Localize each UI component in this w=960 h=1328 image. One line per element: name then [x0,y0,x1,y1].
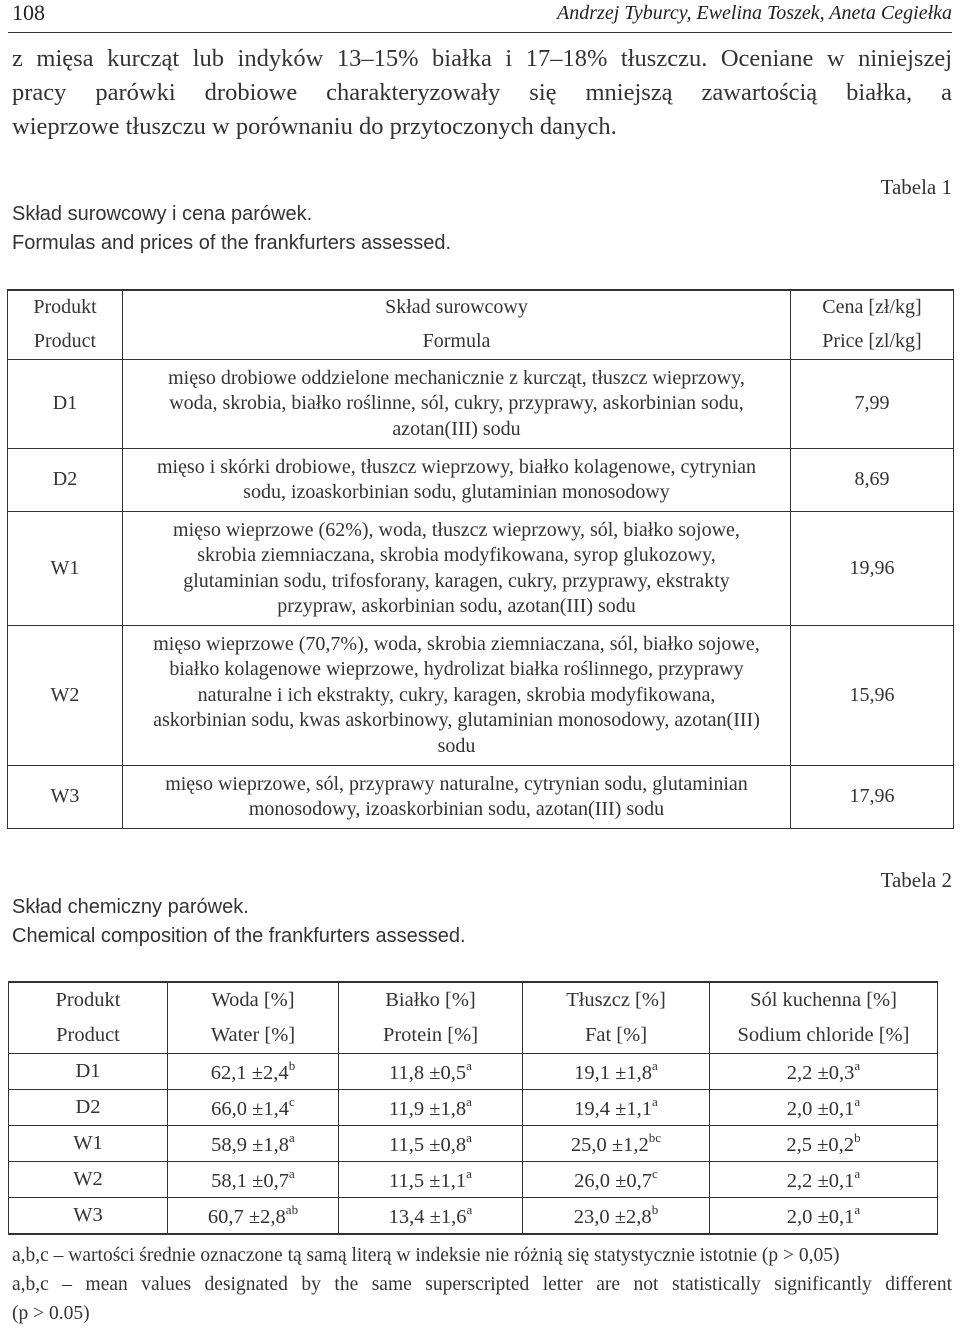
table2-header-cell: Białko [%] [339,982,523,1018]
formula-line: sodu [437,734,476,757]
product-cell: W1 [9,1126,168,1162]
value: 62,1 ±2,4 [210,1061,289,1084]
footnote [12,1241,952,1328]
table1-header-cell: Formula [123,325,791,360]
table-row [8,766,954,829]
table1-caption [12,200,451,258]
table-row [8,449,954,512]
formula-line: glutaminian sodu, trifosforany, karagen, cukry, przyprawy, ekstrakty [183,569,730,592]
table1-header-cell: Product [8,325,123,360]
formula-cell [123,626,791,766]
table1-header-cell: Price [zl/kg] [791,325,954,360]
significance-superscript: a [854,1165,861,1181]
table-row [9,1126,938,1162]
value-cell [168,1126,339,1162]
price-cell: 8,69 [791,449,954,512]
table1-label: Tabela 1 [880,175,952,199]
value: 11,9 ±1,8 [389,1097,467,1120]
product-cell: D1 [8,360,123,449]
table-row [9,1054,938,1090]
significance-superscript: a [652,1057,658,1073]
significance-superscript: a [854,1093,861,1109]
table1-header-cell: Skład surowcowy [123,290,791,325]
table2-header-cell: Sodium chloride [%] [710,1018,938,1054]
table1-header-cell: Produkt [8,290,123,325]
value: 11,5 ±0,8 [389,1133,467,1156]
table1-header-row-en [8,325,954,360]
table2-header-cell: Woda [%] [168,982,339,1018]
formula-cell [123,766,791,829]
value-cell [339,1090,523,1126]
formula-line: białko kolagenowe wieprzowe, hydrolizat białka roślinnego, przyprawy [169,658,744,681]
table2-header-cell: Water [%] [168,1018,339,1054]
table2-header-row-pl [9,982,938,1018]
value: 58,9 ±1,8 [211,1133,290,1156]
footnote-en-line2: (p > 0.05) [12,1303,90,1324]
value-cell [523,1162,710,1198]
significance-superscript: c [652,1165,658,1181]
formula-cell [123,512,791,626]
product-cell: W3 [8,766,123,829]
table2-header-cell: Fat [%] [523,1018,710,1054]
price-cell: 15,96 [791,626,954,766]
product-cell: W2 [9,1162,168,1198]
price-cell: 7,99 [791,360,954,449]
formula-cell [123,360,791,449]
value-cell [168,1162,339,1198]
value: 19,4 ±1,1 [574,1097,653,1120]
value-cell [710,1054,938,1090]
value-cell [168,1054,339,1090]
table-row [8,360,954,449]
value-cell [710,1162,938,1198]
running-header-authors: Andrzej Tyburcy, Ewelina Toszek, Aneta Cegiełka [557,2,952,24]
table2-header-row-en [9,1018,938,1054]
table2-header-cell: Produkt [9,982,168,1018]
table2-label: Tabela 2 [880,868,952,892]
formula-line: przypraw, askorbinian sodu, azotan(III) sodu [277,595,636,617]
table1-header-cell: Cena [zł/kg] [791,290,954,325]
page-number: 108 [12,0,45,25]
value-cell [339,1054,523,1090]
paragraph-line: pracy parówki drobiowe charakteryzowały się mniejszą zawartością białka, a [12,79,952,106]
table2-caption-en: Chemical composition of the frankfurters assessed. [12,925,466,947]
paragraph-line: z mięsa kurcząt lub indyków 13–15% białka i 17–18% tłuszczu. Oceniane w niniejszej [12,45,952,72]
value-cell [339,1126,523,1162]
formula-line: naturalne i ich ekstrakty, cukry, karagen, skrobia modyfikowana, [197,683,716,706]
formula-line: askorbinian sodu, kwas askorbinowy, glutaminian monosodowy, azotan(III) [153,709,760,732]
value-cell [339,1162,523,1198]
table2-header-cell: Tłuszcz [%] [523,982,710,1018]
formula-line: woda, skrobia, białko roślinne, sól, cukry, przyprawy, askorbinian sodu, [169,392,744,415]
table2-caption-pl: Skład chemiczny parówek. [12,896,249,918]
value: 11,8 ±0,5 [389,1061,467,1084]
formula-line: mięso wieprzowe (62%), woda, tłuszcz wieprzowy, sól, białko sojowe, [173,518,740,541]
table-row [9,1198,938,1235]
significance-superscript: a [854,1057,861,1073]
footnote-en-line1: a,b,c – mean values designated by the same superscripted letter are not statistically significantly different [12,1274,952,1295]
product-cell: D2 [8,449,123,512]
value: 58,1 ±0,7 [211,1169,290,1192]
table1-caption-pl: Skład surowcowy i cena parówek. [12,203,313,225]
value-cell [710,1126,938,1162]
formula-line: mięso wieprzowe (70,7%), woda, skrobia ziemniaczana, sól, białko sojowe, [153,632,760,655]
significance-superscript: a [289,1129,295,1145]
value: 2,0 ±0,1 [786,1097,855,1120]
value-cell [339,1198,523,1235]
formula-line: mięso wieprzowe, sól, przyprawy naturalne, cytrynian sodu, glutaminian [165,772,748,795]
significance-superscript: b [288,1057,296,1073]
significance-superscript: a [466,1093,472,1109]
table1-header-row-pl [8,290,954,325]
significance-superscript: a [466,1201,473,1217]
value-cell [710,1198,938,1235]
formula-line: mięso drobiowe oddzielone mechanicznie z kurcząt, tłuszcz wieprzowy, [168,366,745,389]
significance-superscript: a [466,1165,472,1181]
value: 26,0 ±0,7 [574,1169,653,1192]
value-cell [523,1090,710,1126]
significance-superscript: a [466,1057,472,1073]
formula-line: skrobia ziemniaczana, skrobia modyfikowana, syrop glukozowy, [197,544,716,566]
value: 2,2 ±0,1 [786,1169,855,1192]
significance-superscript: bc [648,1129,662,1145]
value-cell [168,1090,339,1126]
footnote-pl: a,b,c – wartości średnie oznaczone tą samą literą w indeksie nie różnią się statystycznie istotnie (p > 0,05) [12,1245,840,1266]
value-cell [168,1198,339,1235]
body-paragraph [12,42,952,144]
formula-line: monosodowy, izoaskorbinian sodu, azotan(III) sodu [248,798,665,820]
table2-header-cell: Sól kuchenna [%] [710,982,938,1018]
significance-superscript: a [854,1201,861,1217]
value: 19,1 ±1,8 [574,1061,653,1084]
product-cell: D1 [9,1054,168,1090]
table2-caption [12,893,466,951]
significance-superscript: a [652,1093,658,1109]
table-row [9,1162,938,1198]
value: 25,0 ±1,2 [570,1133,649,1156]
table2 [8,981,938,1235]
significance-superscript: c [289,1093,295,1109]
significance-superscript: b [854,1129,861,1145]
value-cell [710,1090,938,1126]
value: 60,7 ±2,8 [207,1205,286,1228]
product-cell: W3 [9,1198,168,1235]
value: 2,5 ±0,2 [786,1133,855,1156]
product-cell: W2 [8,626,123,766]
value-cell [523,1198,710,1235]
value: 11,5 ±1,1 [389,1169,467,1192]
table2-header-cell: Protein [%] [339,1018,523,1054]
table-row [9,1090,938,1126]
table2-header-cell: Product [9,1018,168,1054]
table1-caption-en: Formulas and prices of the frankfurters assessed. [12,232,452,254]
formula-line: sodu, izoaskorbinian sodu, glutaminian monosodowy [243,481,670,503]
significance-superscript: b [651,1201,659,1217]
price-cell: 17,96 [791,766,954,829]
table1 [7,289,954,829]
significance-superscript: a [289,1165,295,1181]
table-row [8,626,954,766]
product-cell: D2 [9,1090,168,1126]
value-cell [523,1126,710,1162]
value: 2,0 ±0,1 [786,1205,855,1228]
header-rule [8,32,952,33]
product-cell: W1 [8,512,123,626]
formula-line: azotan(III) sodu [392,417,521,440]
significance-superscript: a [466,1129,472,1145]
value: 13,4 ±1,6 [388,1205,467,1228]
value-cell [523,1054,710,1090]
value: 2,2 ±0,3 [786,1061,855,1084]
significance-superscript: ab [285,1201,299,1217]
price-cell: 19,96 [791,512,954,626]
formula-line: mięso i skórki drobiowe, tłuszcz wieprzowy, białko kolagenowe, cytrynian [156,455,757,478]
formula-cell [123,449,791,512]
value: 66,0 ±1,4 [211,1097,290,1120]
table-row [8,512,954,626]
value: 23,0 ±2,8 [573,1205,652,1228]
paragraph-line: wieprzowe tłuszczu w porównaniu do przytoczonych danych. [12,113,617,140]
